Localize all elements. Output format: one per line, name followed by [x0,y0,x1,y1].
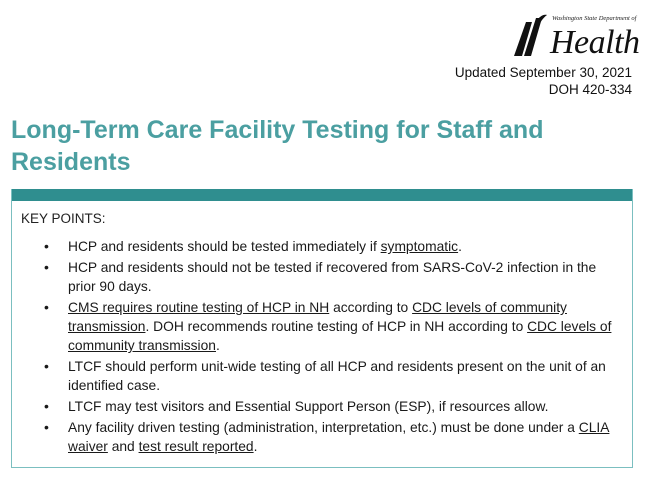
key-point: • LTCF should perform unit-wide testing of all HCP and residents present on the unit of an identified case. [34,357,624,395]
page-title [11,114,611,178]
key-points-box [11,189,633,468]
cdc-transmission-link-2[interactable]: CDC levels of community transmission [68,319,612,353]
key-points-label: KEY POINTS: [21,211,106,226]
document-meta [455,64,632,98]
title-line-1: Long-Term Care Facility Testing for Staff and [11,116,544,144]
key-points-list [34,237,624,458]
doh-mark-icon [510,12,548,60]
doc-number: DOH 420-334 [548,82,632,97]
logo-health-text: Health [550,24,640,61]
logo-department-text: Washington State Department of [552,15,637,22]
key-point: • Any facility driven testing (administration, interpretation, etc.) must be done under a CLIA waiver and test result reported. [34,418,624,456]
cms-requirements-link[interactable]: CMS requires routine testing of HCP in NH [68,300,330,315]
key-point: • HCP and residents should not be tested if recovered from SARS-CoV-2 infection in the prior 90 days. [34,258,624,296]
updated-date: Updated September 30, 2021 [454,65,632,80]
wa-doh-logo [508,10,640,64]
clia-waiver-link[interactable]: CLIA waiver [68,420,610,454]
teal-header-bar [12,189,632,201]
key-point: • LTCF may test visitors and Essential Support Person (ESP), if resources allow. [34,397,624,416]
key-point: • CMS requires routine testing of HCP in NH according to CDC levels of community transmission. DOH recommends routine testing of HCP in NH according to CDC levels of community transmission. [34,298,624,355]
title-line-2: Residents [11,148,131,176]
cdc-transmission-link[interactable]: CDC levels of community transmission [68,300,567,334]
test-result-reported-link[interactable]: test result reported [138,439,254,454]
symptomatic-link[interactable]: symptomatic [380,239,459,254]
key-point: • HCP and residents should be tested immediately if symptomatic. [34,237,624,256]
